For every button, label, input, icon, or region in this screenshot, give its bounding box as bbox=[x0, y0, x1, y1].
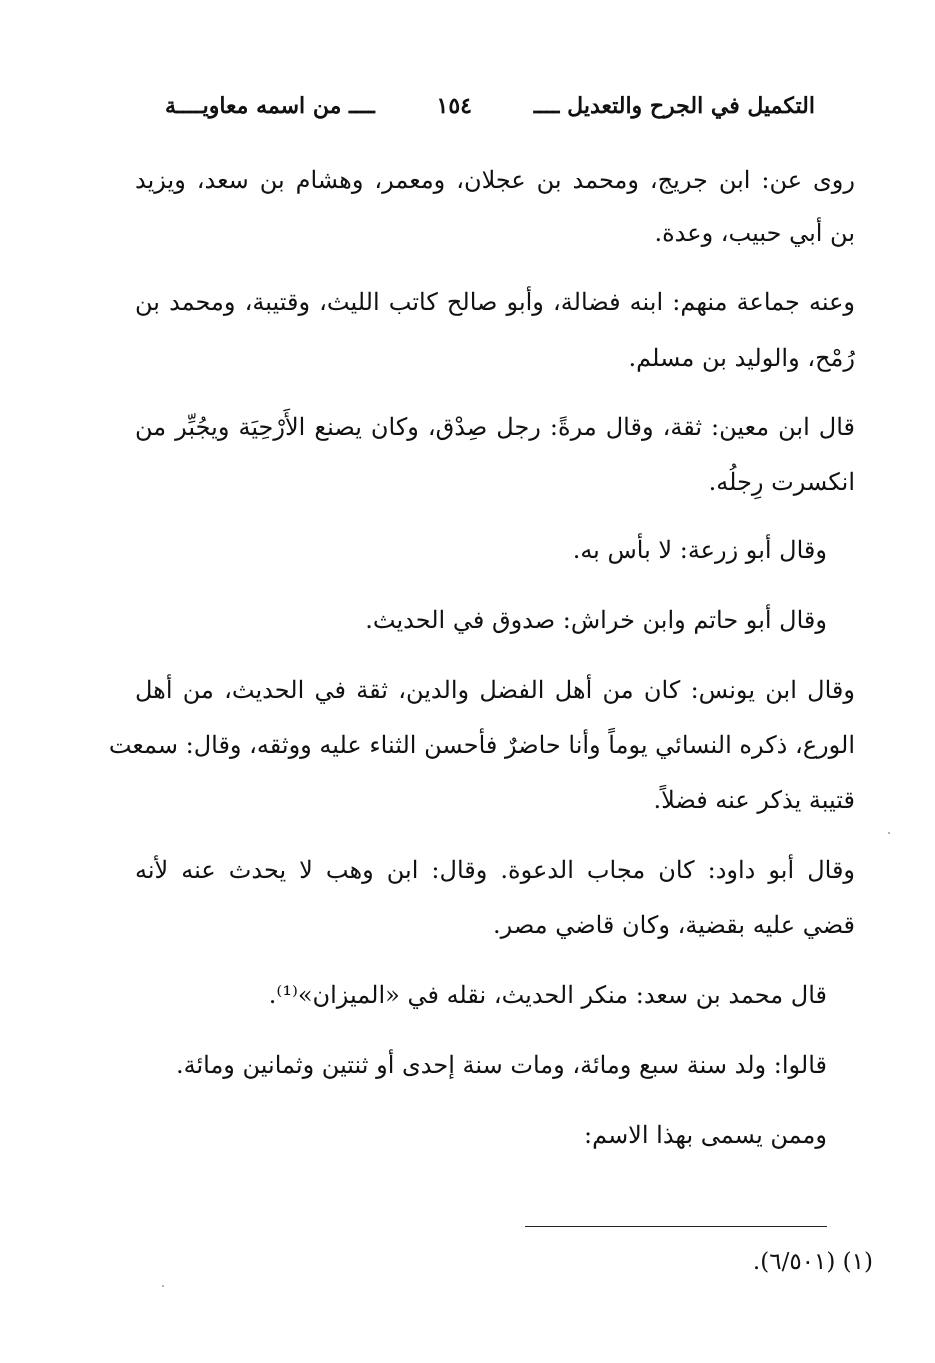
paragraph-7-line-1: وقال أبو داود: كان مجاب الدعوة. وقال: ابن وهب لا يحدث عنه لأنه bbox=[135, 856, 855, 884]
running-header bbox=[165, 88, 815, 124]
header-section-title: ــــ من اسمه معاويــــة bbox=[165, 93, 375, 119]
paragraph-6-line-1: وقال ابن يونس: كان من أهل الفضل والدين، ثقة في الحديث، من أهل bbox=[135, 676, 855, 704]
paragraph-9-line-1: قالوا: ولد سنة سبع ومائة، ومات سنة إحدى أو ثنتين وثمانين ومائة. bbox=[175, 1051, 827, 1079]
paragraph-3-line-1: قال ابن معين: ثقة، وقال مرةً: رجل صِدْق، وكان يصنع الأَرْحِيَة ويجُبِّر من bbox=[135, 413, 855, 441]
paragraph-7-line-2: قضي عليه بقضية، وكان قاضي مصر. bbox=[493, 911, 855, 939]
footnote-1: (١) (٦/٥٠١). bbox=[752, 1249, 873, 1275]
footnote-separator bbox=[525, 1226, 827, 1227]
paragraph-4-line-1: وقال أبو زرعة: لا بأس به. bbox=[572, 536, 827, 564]
paragraph-3-line-2: انكسرت رِجلُه. bbox=[708, 468, 855, 496]
paragraph-10-line-1: وممن يسمى بهذا الاسم: bbox=[584, 1121, 827, 1149]
paragraph-5-line-1: وقال أبو حاتم وابن خراش: صدوق في الحديث. bbox=[365, 606, 827, 634]
paragraph-6-line-3: قتيبة يذكر عنه فضلاً. bbox=[653, 786, 855, 814]
paragraph-1-line-2: بن أبي حبيب، وعدة. bbox=[654, 219, 855, 247]
page-number: ١٥٤ bbox=[436, 93, 472, 119]
header-book-title: التكميل في الجرح والتعديل ــــ bbox=[533, 93, 815, 119]
paragraph-1-line-1: روى عن: ابن جريج، ومحمد بن عجلان، ومعمر، وهشام بن سعد، ويزيد bbox=[135, 166, 855, 194]
scan-speck bbox=[888, 832, 890, 834]
paragraph-2-line-1: وعنه جماعة منهم: ابنه فضالة، وأبو صالح كاتب الليث، وقتيبة، ومحمد بن bbox=[135, 288, 856, 316]
paragraph-8-line-1: قال محمد بن سعد: منكر الحديث، نقله في «الميزان»⁽¹⁾. bbox=[268, 981, 827, 1009]
scan-speck bbox=[162, 1285, 164, 1287]
paragraph-6-line-2: الورع، ذكره النسائي يوماً وأنا حاضرٌ فأحسن الثناء عليه ووثقه، وقال: سمعت bbox=[108, 731, 855, 759]
paragraph-2-line-2: رُمْح، والوليد بن مسلم. bbox=[628, 344, 855, 372]
